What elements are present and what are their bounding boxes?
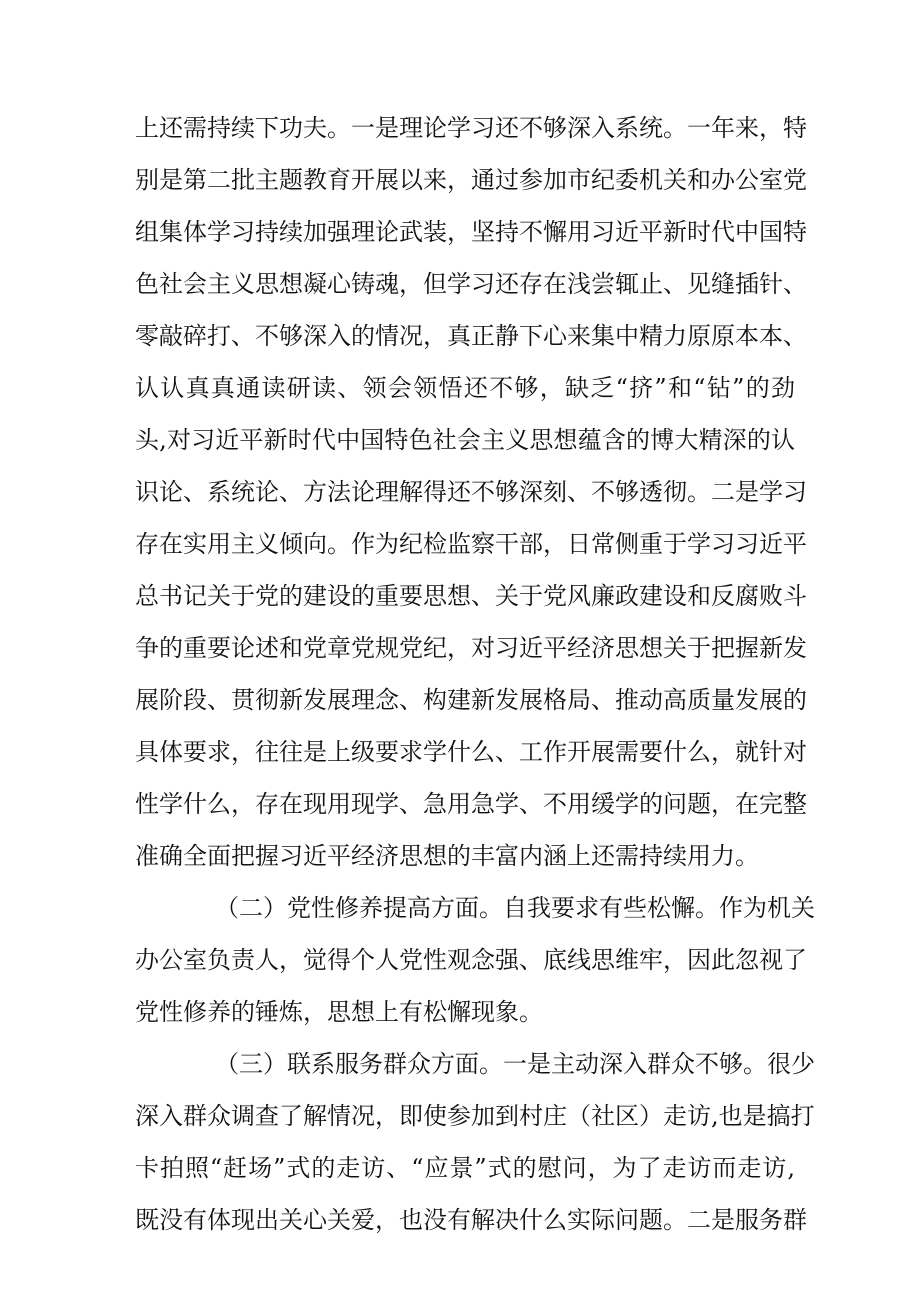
text-line: 存在实用主义倾向。作为纪检监察干部，日常侧重于学习习近平	[135, 530, 807, 558]
text-line: 认认真真通读研读、领会领悟还不够，缺乏“挤”和“钻”的劲	[135, 374, 795, 402]
text-line: 具体要求，往往是上级要求学什么、工作开展需要什么，就针对	[135, 738, 807, 766]
text-line: 头,对习近平新时代中国特色社会主义思想蕴含的博大精深的认	[135, 426, 795, 454]
text-line: 党性修养的锤炼，思想上有松懈现象。	[135, 998, 543, 1026]
text-line: 展阶段、贯彻新发展理念、构建新发展格局、推动高质量发展的	[135, 686, 807, 714]
text-line: 既没有体现出关心关爱，也没有解决什么实际问题。二是服务群	[135, 1206, 807, 1234]
text-line: 办公室负责人，觉得个人党性观念强、底线思维牢，因此忽视了	[135, 946, 807, 974]
section-heading-line: （二）党性修养提高方面。自我要求有些松懈。作为机关	[215, 894, 815, 922]
text-line: 卡拍照“赶场”式的走访、“应景”式的慰问，为了走访而走访,	[135, 1154, 795, 1182]
text-line: 组集体学习持续加强理论武装，坚持不懈用习近平新时代中国特	[135, 218, 807, 246]
text-line: 准确全面把握习近平经济思想的丰富内涵上还需持续用力。	[135, 842, 759, 870]
text-line: 上还需持续下功夫。一是理论学习还不够深入系统。一年来，特	[135, 114, 807, 142]
text-line: 色社会主义思想凝心铸魂，但学习还存在浅尝辄止、见缝插针、	[135, 270, 807, 298]
text-line: 别是第二批主题教育开展以来，通过参加市纪委机关和办公室党	[135, 166, 807, 194]
section-heading-line: （三）联系服务群众方面。一是主动深入群众不够。很少	[215, 1050, 815, 1078]
text-line: 零敲碎打、不够深入的情况，真正静下心来集中精力原原本本、	[135, 322, 807, 350]
text-line: 识论、系统论、方法论理解得还不够深刻、不够透彻。二是学习	[135, 478, 807, 506]
text-line: 深入群众调查了解情况，即使参加到村庄（社区）走访,也是搞打	[135, 1102, 815, 1130]
text-line: 争的重要论述和党章党规党纪，对习近平经济思想关于把握新发	[135, 634, 807, 662]
text-line: 性学什么，存在现用现学、急用急学、不用缓学的问题，在完整	[135, 790, 807, 818]
text-line: 总书记关于党的建设的重要思想、关于党风廉政建设和反腐败斗	[135, 582, 807, 610]
